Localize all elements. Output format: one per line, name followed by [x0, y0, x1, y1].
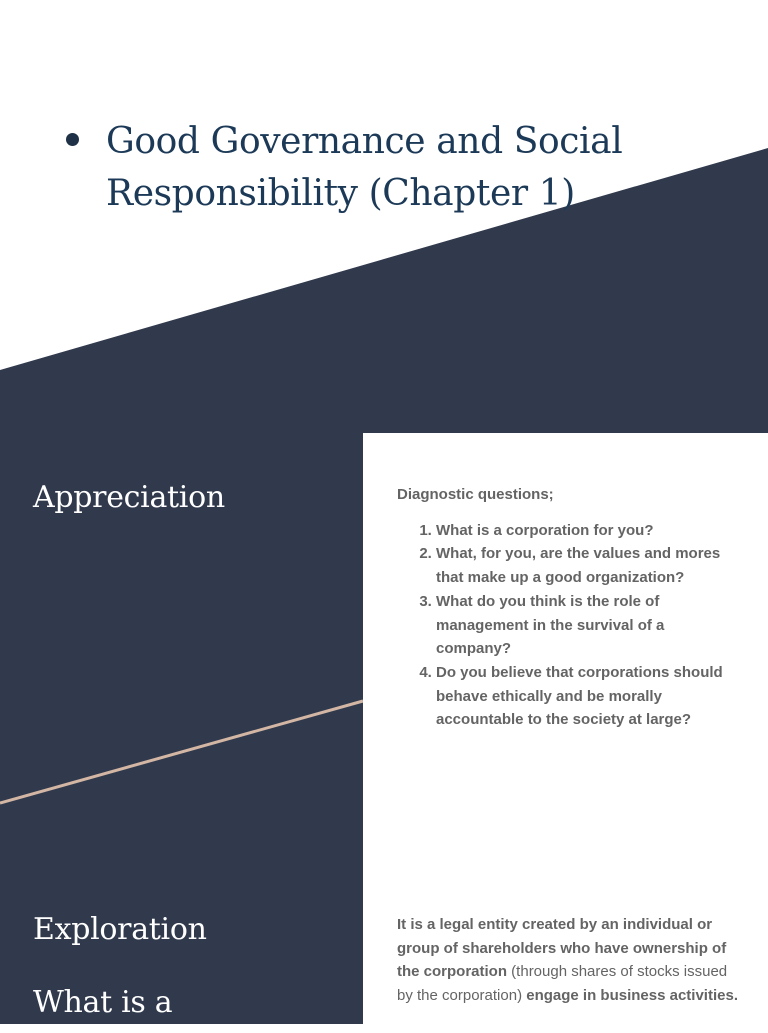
question-item: 1. What is a corporation for you?: [436, 519, 738, 543]
definition-tail: engage in business activities.: [522, 987, 738, 1005]
section-heading-what-is: What is a: [33, 985, 173, 1020]
question-item: 4. Do you believe that corporations should behave ethically and be morally accountable to the society at large?: [436, 661, 738, 732]
diagnostic-title: Diagnostic questions;: [397, 486, 554, 503]
diagnostic-block: [397, 483, 738, 732]
definition-bold: It is a legal entity created by an individual or group of shareholders who have ownership of the corporation: [397, 916, 727, 981]
title-block: [66, 116, 666, 220]
question-item: 2. What, for you, are the values and mores that make up a good organization?: [436, 542, 738, 589]
definition-text: [397, 913, 738, 1008]
question-item: 3. What do you think is the role of management in the survival of a company?: [436, 590, 738, 661]
content-panel: [363, 433, 768, 1033]
page-title: Good Governance and Social Responsibility (Chapter 1): [106, 121, 623, 214]
bullet-icon: [66, 133, 79, 146]
definition-block: [397, 913, 738, 1008]
question-list: [397, 519, 738, 732]
section-heading-exploration: Exploration: [33, 912, 207, 947]
definition-normal: (through shares of stocks issued by the corporation): [397, 963, 728, 1005]
section-heading-appreciation: Appreciation: [33, 480, 225, 515]
